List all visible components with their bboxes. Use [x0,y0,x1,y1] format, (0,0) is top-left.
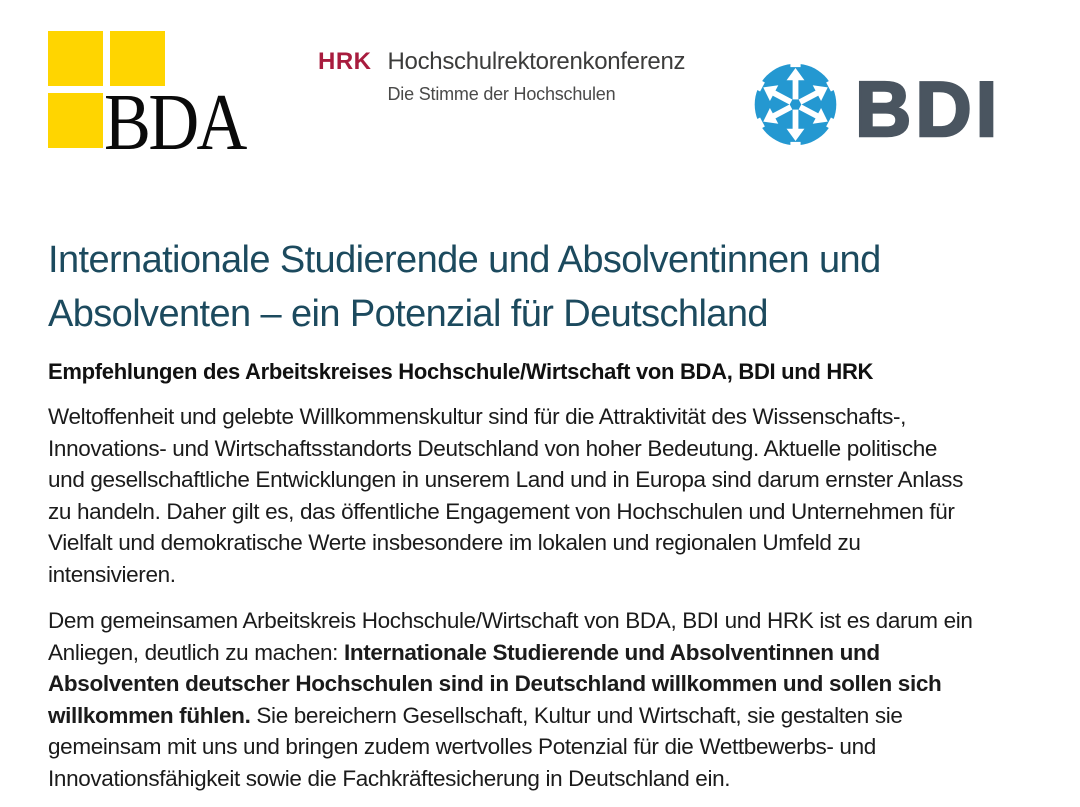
paragraph-line [48,637,1023,669]
body-text: gemeinsam mit uns und bringen zudem wertvolles Potenzial für die Wettbewerbs- und [48,734,876,759]
paragraph-line [48,763,1023,795]
body-text: Weltoffenheit und gelebte Willkommenskultur sind für die Attraktivität des Wissenschafts-, [48,404,907,429]
bold-text: Absolventen deutscher Hochschulen sind in Deutschland willkommen und sollen sich [48,671,942,696]
title-line: Internationale Studierende und Absolventinnen und [48,239,881,281]
bdi-logo [753,62,1002,153]
paragraph-line [48,433,1023,465]
bda-wordmark: BDA [104,79,245,167]
hrk-tagline: Die Stimme der Hochschulen [387,84,616,104]
paragraph-line [48,731,1023,763]
page-subtitle: Empfehlungen des Arbeitskreises Hochschule/Wirtschaft von BDA, BDI und HRK [48,359,874,384]
body-text: Sie bereichern Gesellschaft, Kultur und Wirtschaft, sie gestalten sie [250,702,903,728]
body-text: Vielfalt und demokratische Werte insbesondere im lokalen und regionalen Umfeld zu [48,530,861,555]
body-text: und gesellschaftliche Entwicklungen in unserem Land und in Europa sind darum ernster Anlass [48,467,963,492]
document-paragraphs [48,401,1023,794]
bda-square-icon [48,93,103,148]
logo-band [0,0,1080,170]
paragraph-line [48,496,1023,528]
paragraph-line [48,527,1023,559]
body-text: intensivieren. [48,561,176,587]
paragraph-line [48,700,1023,732]
body-text: Innovationsfähigkeit sowie die Fachkräftesicherung in Deutschland ein. [48,765,731,791]
paragraph-line [48,668,1023,700]
bdi-compass-arrows-icon [753,62,838,147]
bda-logo [48,31,308,167]
paragraph-line [48,401,1023,433]
title-line: Absolventen – ein Potenzial für Deutschland [48,293,768,335]
paragraph [48,401,1023,590]
body-text: zu handeln. Daher gilt es, das öffentliche Engagement von Hochschulen und Unternehmen für [48,498,955,524]
body-text: Anliegen, deutlich zu machen: [48,639,344,665]
hrk-logo [318,48,685,105]
bold-text: Internationale Studierende und Absolventinnen und [343,639,880,665]
paragraph [48,605,1023,794]
bold-text: willkommen fühlen. [48,702,251,728]
bda-square-icon [48,31,103,86]
paragraph-line [48,464,1023,496]
body-text: Innovations- und Wirtschaftsstandorts Deutschland von hoher Bedeutung. Aktuelle politische [48,435,938,461]
page-title [48,233,1023,341]
hrk-name: Hochschulrektorenkonferenz [387,48,686,75]
document-content [48,233,1023,794]
paragraph-line [48,559,1023,591]
bdi-wordmark: BDI [855,65,1002,153]
hrk-abbr: HRK [318,48,372,75]
bda-square-icon [110,31,165,86]
paragraph-line [48,605,1023,637]
body-text: Dem gemeinsamen Arbeitskreis Hochschule/Wirtschaft von BDA, BDI und HRK ist es darum ein [48,608,973,633]
